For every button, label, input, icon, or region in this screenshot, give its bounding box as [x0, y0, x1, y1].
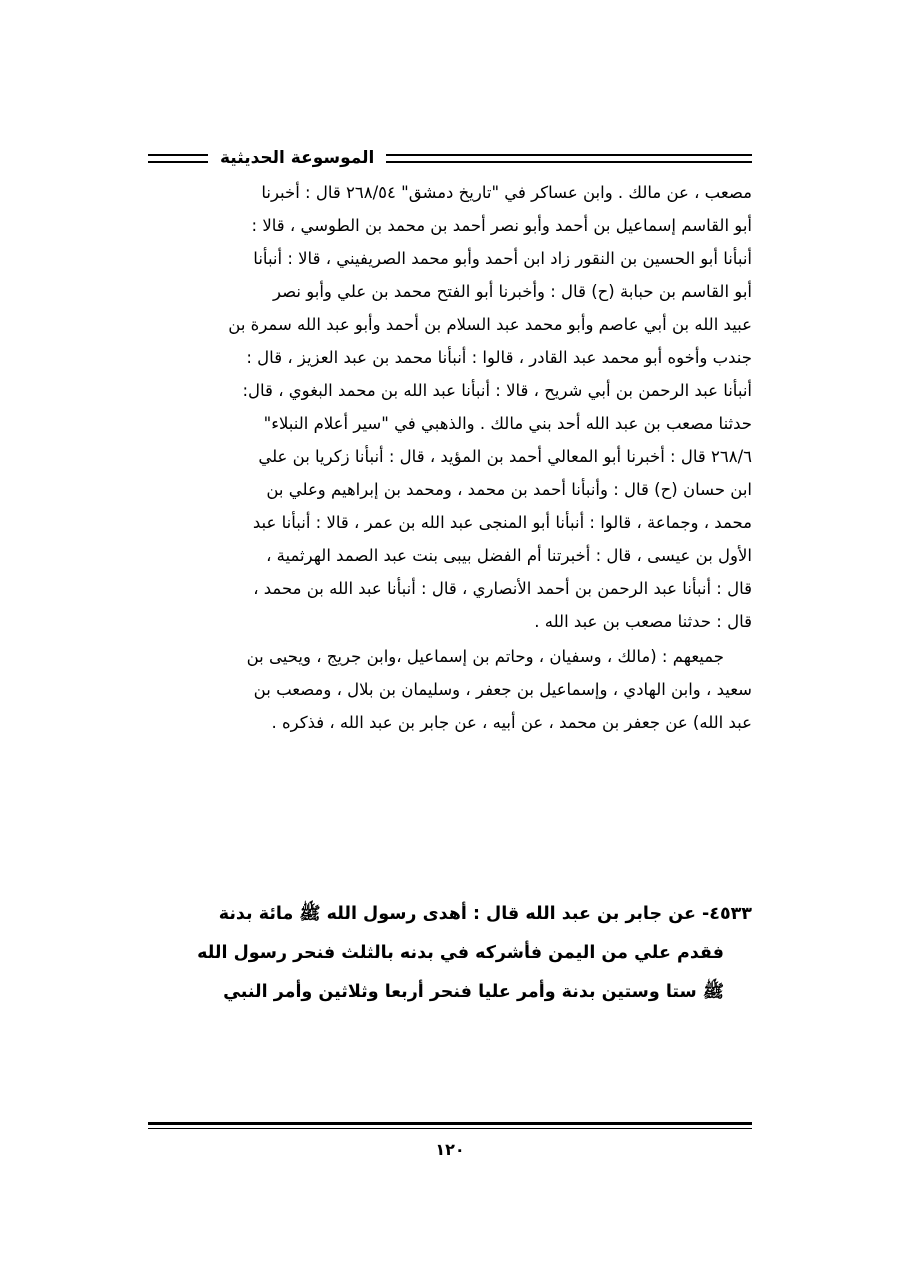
- hadith-line: ﷺ ستا وستين بدنة وأمر عليا فنحر أربعا وثلاثين وأمر النبي: [223, 982, 724, 1002]
- header-rule-left: [148, 154, 208, 163]
- text-line: قال : حدثنا مصعب بن عبد الله .: [534, 612, 752, 631]
- text-line: أنبأنا عبد الرحمن بن أبي شريح ، قالا : أنبأنا عبد الله بن محمد البغوي ، قال:: [242, 381, 752, 400]
- running-header: [148, 138, 752, 178]
- text-line: أنبأنا أبو الحسين بن النقور زاد ابن أحمد وأبو محمد الصريفيني ، قالا : أنبأنا: [253, 249, 752, 268]
- text-line: جميعهم : (مالك ، وسفيان ، وحاتم بن إسماعيل ،وابن جريج ، ويحيى بن: [246, 647, 724, 666]
- page-number: ١٢٠: [435, 1140, 465, 1159]
- commentary-text: [148, 176, 752, 739]
- text-line: مصعب ، عن مالك . وابن عساكر في "تاريخ دمشق" ٢٦٨/٥٤ قال : أخبرنا: [261, 183, 752, 202]
- header-rule-right: [386, 154, 752, 163]
- text-line: الأول بن عيسى ، قال : أخبرتنا أم الفضل بيبى بنت عبد الصمد الهرثمية ،: [266, 546, 752, 565]
- text-line: ابن حسان (ح) قال : وأنبأنا أحمد بن محمد ، ومحمد بن إبراهيم وعلي بن: [266, 480, 752, 499]
- hadith-text: [148, 895, 752, 1012]
- text-line: حدثنا مصعب بن عبد الله أحد بني مالك . والذهبي في "سير أعلام النبلاء": [263, 414, 752, 433]
- hadith-line: فقدم علي من اليمن فأشركه في بدنه بالثلث فنحر رسول الله: [197, 943, 724, 963]
- text-line: محمد ، وجماعة ، قالوا : أنبأنا أبو المنجى عبد الله بن عمر ، قالا : أنبأنا عبد: [252, 513, 752, 532]
- text-line: جندب وأخوه أبو محمد عبد القادر ، قالوا : أنبأنا محمد بن عبد العزيز ، قال :: [246, 348, 752, 367]
- text-line: سعيد ، وابن الهادي ، وإسماعيل بن جعفر ، وسليمان بن بلال ، ومصعب بن: [253, 680, 752, 699]
- header-title: الموسوعة الحديثية: [220, 148, 375, 168]
- text-line: قال : أنبأنا عبد الرحمن بن أحمد الأنصاري ، قال : أنبأنا عبد الله بن محمد ،: [253, 579, 752, 598]
- hadith-line: ٤٥٣٣- عن جابر بن عبد الله قال : أهدى رسول الله ﷺ مائة بدنة: [218, 904, 752, 924]
- footer-rule: [148, 1122, 752, 1129]
- text-line: أبو القاسم إسماعيل بن أحمد وأبو نصر أحمد بن محمد بن الطوسي ، قالا :: [251, 216, 752, 235]
- text-line: أبو القاسم بن حبابة (ح) قال : وأخبرنا أبو الفتح محمد بن علي وأبو نصر: [272, 282, 752, 301]
- text-line: عبيد الله بن أبي عاصم وأبو محمد عبد السلام بن أحمد وأبو عبد الله سمرة بن: [228, 315, 752, 334]
- text-line: ٢٦٨/٦ قال : أخبرنا أبو المعالي أحمد بن المؤيد ، قال : أنبأنا زكريا بن علي: [258, 447, 752, 466]
- text-line: عبد الله) عن جعفر بن محمد ، عن أبيه ، عن جابر بن عبد الله ، فذكره .: [271, 713, 752, 732]
